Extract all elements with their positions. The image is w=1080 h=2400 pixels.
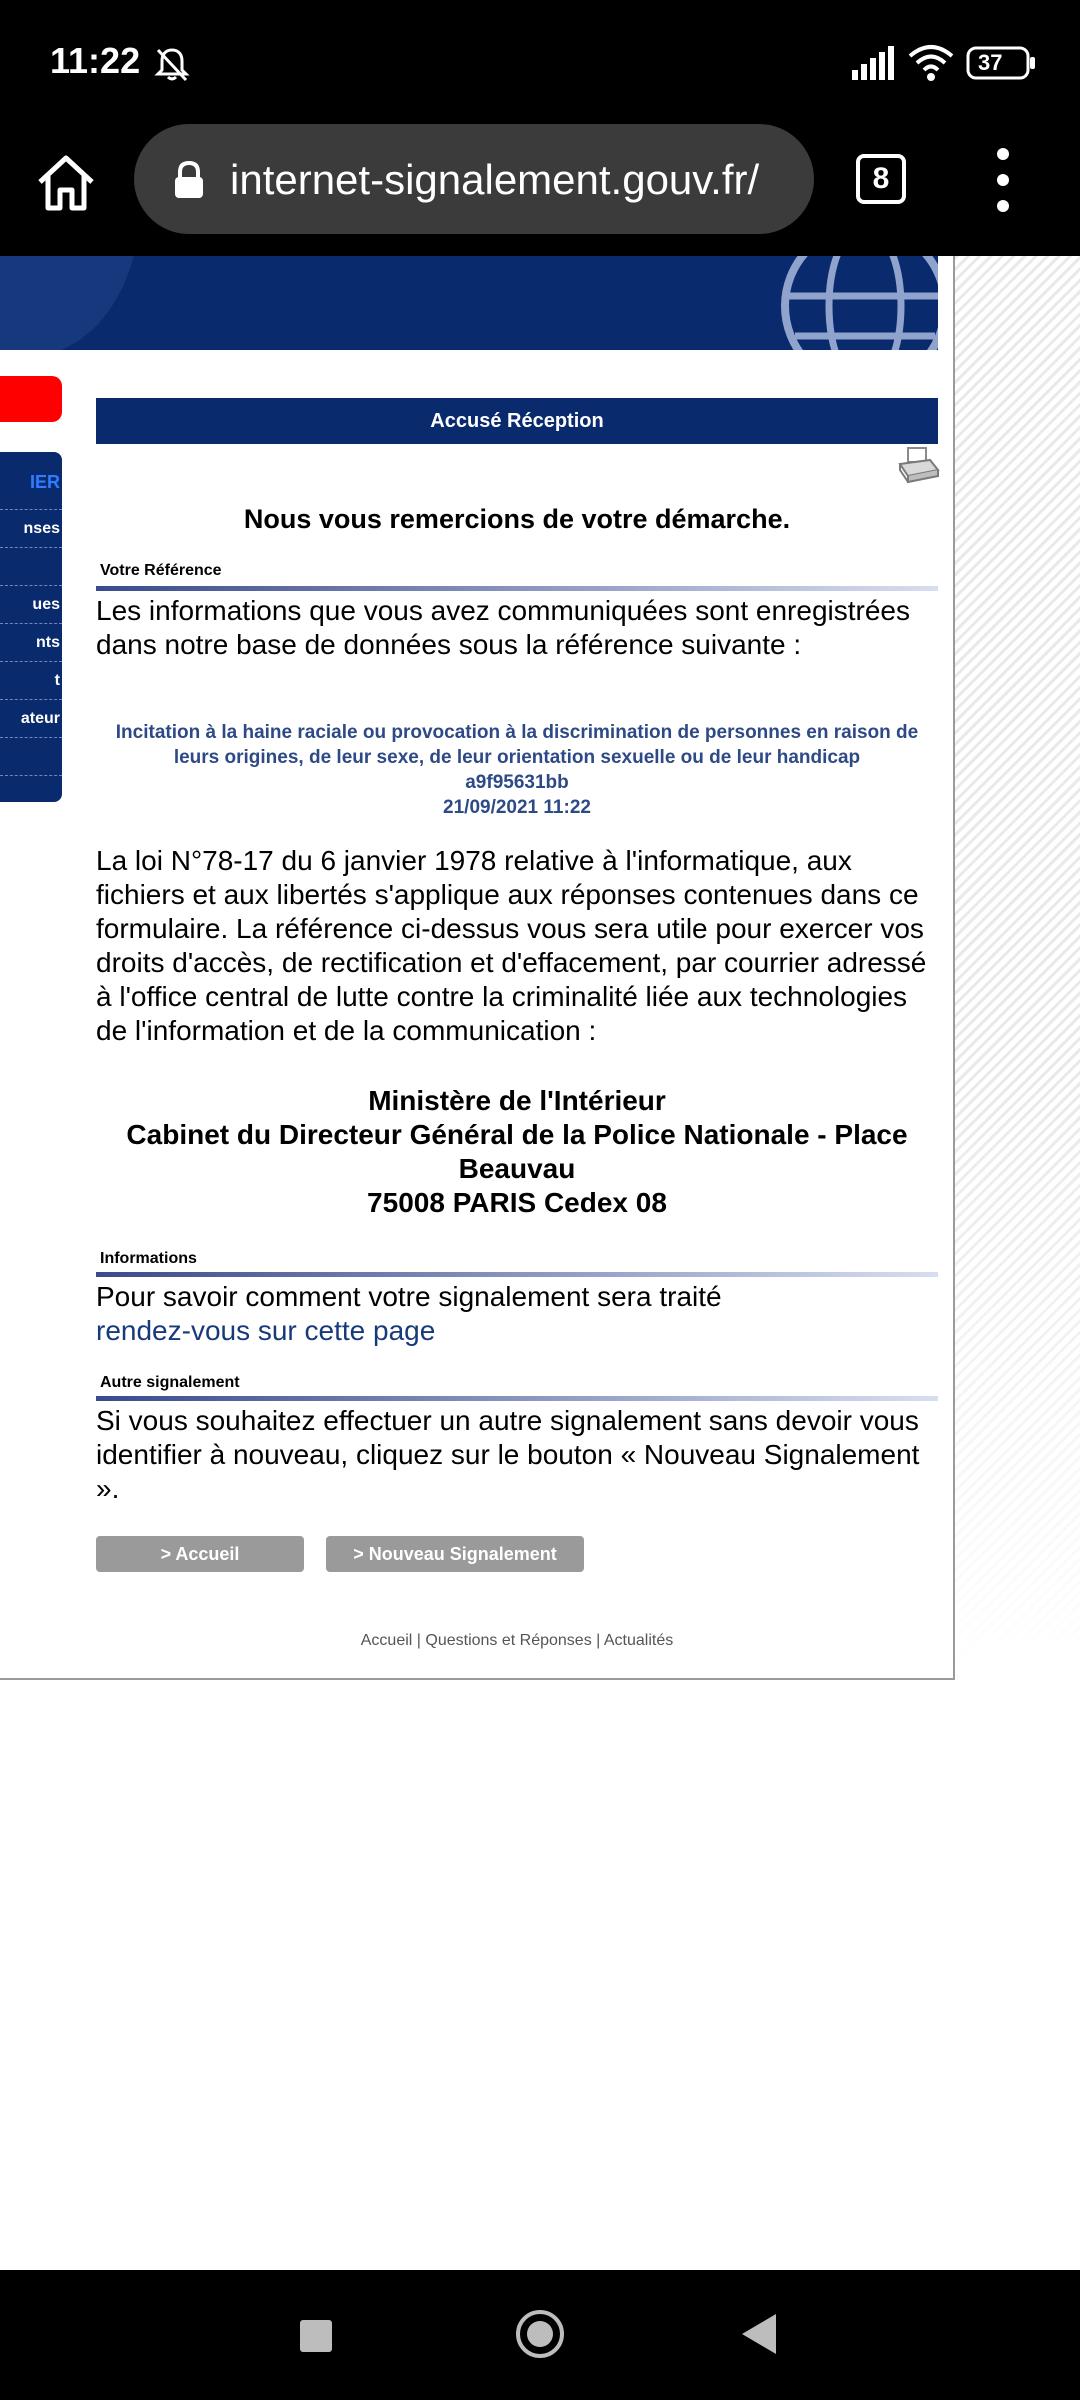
url-text: internet-signalement.gouv.fr/ (230, 156, 760, 203)
page-title: Accusé Réception (96, 398, 938, 444)
law-text: La loi N°78-17 du 6 janvier 1978 relative à l'informatique, aux fichiers et aux libertés s'applique aux réponses contenues dans ce formulaire. La référence ci-dessus vous sera utile pour exercer vos droits d'accès, de rectification et d'effacement, par courrier adressé à l'office central de lutte contre la criminalité liée aux technologies de l'information et de la communication : (96, 845, 927, 1046)
info-link[interactable]: rendez-vous sur cette page (96, 1315, 436, 1346)
info-text-block (96, 1280, 938, 1348)
postal-address (96, 1084, 938, 1220)
system-nav-bar (0, 2270, 1080, 2400)
footer-link-faq[interactable]: Questions et Réponses (425, 1632, 592, 1649)
mute-icon (152, 44, 192, 89)
reference-section-label: Votre Référence (100, 562, 222, 579)
section-divider (96, 1396, 938, 1401)
footer-separator: | (412, 1632, 426, 1649)
side-navigation (0, 452, 62, 802)
status-bar (0, 0, 1080, 124)
info-text: Pour savoir comment votre signalement sera traité (96, 1281, 722, 1312)
menu-dot-icon (997, 148, 1009, 160)
reference-code: a9f95631bb (465, 772, 569, 793)
back-button[interactable] (742, 2314, 776, 2354)
wifi-icon (908, 44, 954, 87)
address-line-2: Cabinet du Directeur Général de la Police Nationale - Place Beauvau (126, 1119, 908, 1184)
banner-decoration (0, 256, 140, 350)
lock-icon (172, 160, 206, 205)
section-divider (96, 586, 938, 591)
printer-icon[interactable] (896, 446, 940, 486)
address-line-1: Ministère de l'Intérieur (368, 1085, 666, 1116)
page-background-pattern (955, 256, 1080, 1676)
other-report-section-label: Autre signalement (100, 1374, 240, 1391)
battery-icon (966, 46, 1036, 85)
footer-separator: | (591, 1632, 604, 1649)
sidebar-item-6[interactable]: ateur (0, 700, 62, 738)
tab-switcher-button[interactable]: 8 (856, 154, 906, 204)
globe-icon (755, 256, 938, 350)
info-section-label: Informations (100, 1250, 197, 1267)
home-button[interactable] (30, 146, 102, 218)
alert-button[interactable] (0, 376, 62, 422)
overflow-menu-button[interactable] (990, 148, 1016, 212)
reference-block (106, 720, 928, 820)
home-link-button[interactable]: > Accueil (96, 1536, 304, 1572)
reference-category: Incitation à la haine raciale ou provocation à la discrimination de personnes en raison de leurs origines, de leur sexe, de leur orientation sexuelle ou de leur handicap (115, 722, 919, 768)
recents-button[interactable] (300, 2320, 332, 2352)
sidebar-item-4[interactable]: nts (0, 624, 62, 662)
sidebar-item-0[interactable]: IER (0, 452, 62, 510)
battery-level: 37 (978, 50, 1003, 75)
menu-dot-icon (997, 200, 1009, 212)
browser-toolbar (0, 124, 1080, 256)
other-report-text: Si vous souhaitez effectuer un autre signalement sans devoir vous identifier à nouveau, cliquez sur le bouton « Nouveau Signalement ». (96, 1405, 920, 1504)
footer-link-home[interactable]: Accueil (360, 1632, 413, 1649)
content-frame (0, 256, 955, 1680)
sidebar-item-7[interactable] (0, 738, 62, 776)
sidebar-item-1[interactable]: nses (0, 510, 62, 548)
menu-dot-icon (997, 174, 1009, 186)
home-nav-button[interactable] (516, 2310, 564, 2358)
status-time: 11:22 (50, 40, 141, 81)
home-icon (30, 146, 102, 218)
reference-datetime: 21/09/2021 11:22 (443, 797, 591, 818)
address-bar[interactable] (134, 124, 814, 234)
sidebar-item-5[interactable]: t (0, 662, 62, 700)
new-report-button[interactable]: > Nouveau Signalement (326, 1536, 584, 1572)
sidebar-item-2[interactable] (0, 548, 62, 586)
section-divider (96, 1272, 938, 1277)
site-banner (0, 256, 938, 350)
sidebar-item-3[interactable]: ues (0, 586, 62, 624)
signal-icon (850, 46, 894, 85)
footer-links (96, 1632, 938, 1650)
footer-link-news[interactable]: Actualités (603, 1632, 674, 1649)
web-page (0, 256, 1080, 2270)
thanks-heading: Nous vous remercions de votre démarche. (243, 504, 791, 534)
address-line-3: 75008 PARIS Cedex 08 (367, 1187, 667, 1218)
reference-intro-text: Les informations que vous avez communiquées sont enregistrées dans notre base de données sous la référence suivante : (96, 595, 910, 660)
